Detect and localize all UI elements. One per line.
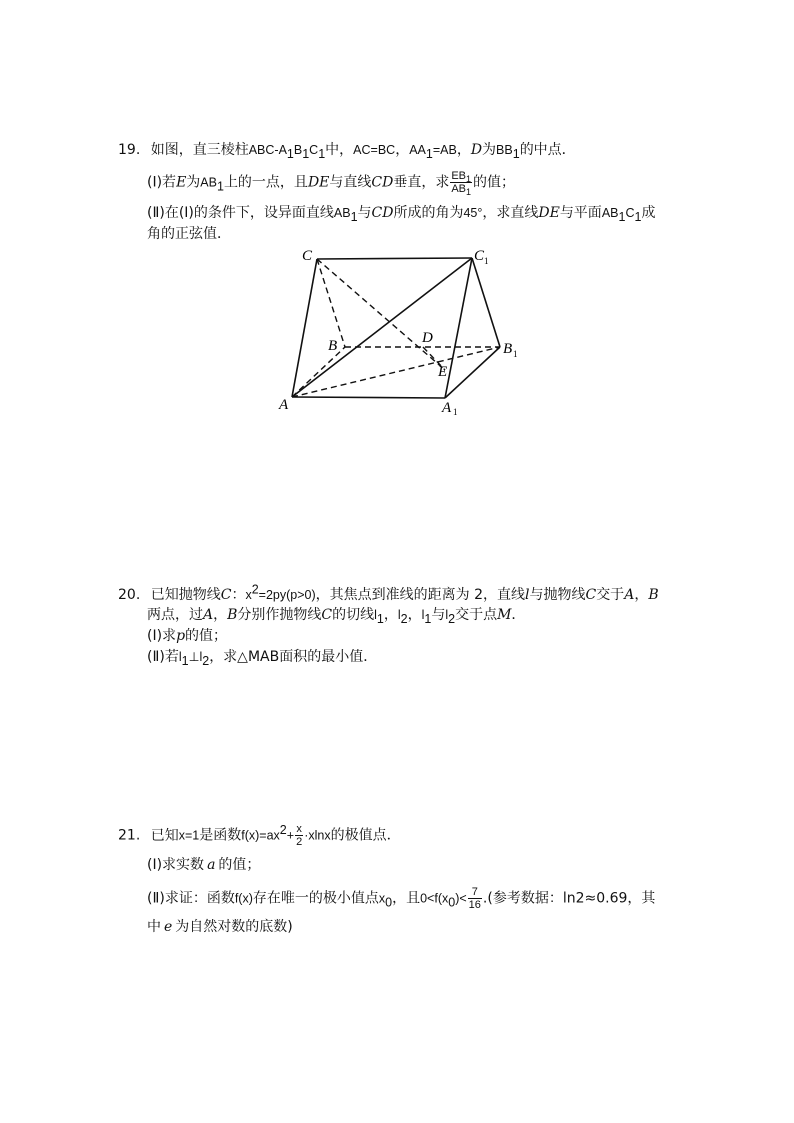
q20-comma: ，: [407, 607, 422, 623]
q19-fraction: $\frac{EB_1}{AB_1}$: [451, 170, 472, 198]
q20-c: C: [321, 607, 333, 623]
q20-p2: (Ⅱ)若: [147, 649, 179, 665]
q20-m: M: [497, 607, 512, 623]
q21-half-num: x: [296, 823, 302, 835]
label-e: E: [438, 364, 448, 380]
q21-text: 的极值点．: [330, 827, 401, 844]
q20-p1: (Ⅰ)求: [147, 628, 177, 644]
q21-text: 存在唯一的极小值点: [252, 890, 379, 907]
q19-text: 为: [482, 142, 497, 158]
q19-p2-prefix: (Ⅱ)在(Ⅰ)的条件下，设异面直线: [147, 205, 334, 221]
q19-part1: [147, 170, 516, 198]
q20-comma: ，: [634, 587, 649, 603]
q19-sub: 1: [302, 146, 310, 161]
q20-comma: ，: [213, 607, 228, 623]
q21-ineq: 0<f(x: [420, 891, 449, 906]
q20-b: B: [648, 587, 659, 603]
q20-c: C: [220, 587, 232, 603]
q20-l2: l: [445, 608, 449, 622]
q20-text: ，求△MAB面积的最小值．: [209, 649, 378, 665]
q19-text: ，求直线: [482, 205, 539, 221]
q21-part1: [147, 855, 260, 875]
q21-frac-den: 16: [468, 899, 481, 911]
q21-p2: (Ⅱ)求证：函数: [147, 890, 235, 907]
q19-sub: 1: [216, 179, 224, 194]
q19-de: DE: [307, 174, 330, 191]
q20-text: 的值；: [185, 628, 228, 644]
q21-line1: 21. 已知x=1是函数$f(x)=ax^2+$ $\frac{x}{2}$ ·xlnx的极值点．: [118, 822, 401, 848]
q20-text: 与抛物线: [529, 587, 586, 603]
q19-cd: CD: [371, 205, 394, 221]
q19-text: 成: [641, 205, 656, 221]
q19-plane: AB: [601, 206, 619, 220]
q19-text: 角的正弦值．: [147, 226, 231, 242]
label-c1: C: [474, 248, 485, 264]
label-a1-sub: 1: [453, 407, 458, 417]
q19-de: DE: [538, 205, 560, 221]
q19-e: E: [176, 174, 187, 191]
q21-text: 中: [147, 919, 161, 935]
q20-text: 的切线: [332, 607, 375, 623]
q19-sub: 1: [425, 146, 433, 161]
q21-text: 的值；: [218, 857, 261, 873]
q19-text: 所成的角为: [393, 205, 464, 221]
q19-text: 如图，直三棱柱: [150, 142, 249, 158]
q19-frac-den: AB: [451, 183, 467, 195]
q19-ab1: AB: [333, 206, 351, 220]
q20-l1: l: [374, 608, 377, 622]
q21-frac-num: 7: [468, 886, 482, 899]
label-c: C: [302, 248, 313, 264]
q19-sub: 1: [318, 146, 326, 161]
q20-eq-b: =2py(p>0): [258, 588, 316, 602]
q19-b1: B: [293, 143, 303, 157]
q19-text: 上的一点，且: [223, 174, 308, 191]
q20-text: 分别作抛物线: [237, 607, 322, 623]
q19-text: 与平面: [559, 205, 602, 221]
prism-figure: [275, 242, 535, 422]
q19-number: 19.: [118, 142, 141, 158]
q21-e: e: [164, 919, 173, 935]
q20-text: 已知抛物线: [150, 587, 221, 603]
q20-l2: l: [199, 650, 203, 664]
label-d: D: [422, 330, 433, 346]
q19-ab1: AB: [200, 175, 217, 190]
q19-sub: 1: [512, 146, 520, 161]
edge-c-b: [317, 259, 345, 347]
q19-bb1: BB: [496, 143, 513, 157]
q19-text: 垂直，求: [393, 174, 450, 191]
label-b1: B: [503, 341, 513, 357]
q20-text: 交于点: [455, 607, 498, 623]
q21-a: a: [207, 857, 216, 873]
q20-part2: (Ⅱ)若$l_1\perp l_2$，求△MAB面积的最小值．: [147, 649, 378, 668]
q21-fx-c: ·xlnx: [304, 828, 331, 843]
q20-comma: ，: [383, 607, 398, 623]
q20-l1: l: [178, 650, 182, 664]
q19-sub: 1: [286, 146, 294, 161]
q19-line1: 19. 如图，直三棱柱ABC-$A_1B_1C_1$中，AC=BC，$AA_1=AB$，D为$BB_1$的中点．: [118, 142, 576, 161]
q20-b: B: [227, 607, 238, 623]
q19-frac-num: EB: [451, 170, 467, 182]
q20-text: 交于: [596, 587, 625, 603]
q19-text: 与: [357, 205, 372, 221]
q19-part2-line2: [147, 224, 231, 244]
q21-x0: x: [378, 891, 386, 906]
q21-fx-b: +: [286, 828, 295, 843]
q20-l2: l: [397, 608, 401, 622]
q20-text: ：: [231, 587, 246, 603]
q19-c1: C: [309, 143, 319, 157]
q20-line2: 两点，过A，B分别作抛物线C的切线$l_1$，$l_2$，$l_1$与$l_2$交于点M．: [147, 607, 526, 626]
q21-fx: f(x)=ax: [241, 828, 280, 843]
q21-seven-sixteenths: [468, 886, 482, 911]
q19-text: 中，: [325, 142, 354, 158]
q20-period: ．: [511, 607, 526, 623]
q21-p1: (Ⅰ)求实数: [147, 857, 205, 873]
q19-p1-prefix: (Ⅰ)若: [147, 174, 177, 191]
q21-text: .(参考数据：ln2≈0.69，其: [482, 890, 656, 907]
q21-x1: x=1: [178, 828, 200, 843]
q21-half-fraction: [295, 823, 303, 848]
q19-d: D: [470, 142, 483, 158]
q19-eq1: AC=BC: [353, 143, 396, 157]
q20-c: C: [585, 587, 597, 603]
q21-text: 是函数: [199, 827, 242, 844]
q19-cd: CD: [371, 174, 394, 191]
q21-text: 为自然对数的底数): [175, 919, 293, 935]
q19-text: 与直线: [329, 174, 372, 191]
label-b1-sub: 1: [513, 349, 518, 359]
label-c1-sub: 1: [484, 256, 489, 266]
q20-perp: ⊥: [188, 650, 200, 664]
q21-text: 已知: [150, 827, 179, 844]
q21-part2: (Ⅱ)求证：函数f(x)存在唯一的极小值点$x_0$，且$0<f(x_0)<$ $\frac{7}{16}$ .(参考数据：ln2≈0.69，其: [147, 886, 656, 911]
label-b: B: [328, 338, 338, 354]
q20-a: A: [624, 587, 635, 603]
q21-half-den: 2: [296, 836, 303, 848]
edge-c-c1: [317, 258, 472, 259]
q20-text: ，其焦点到准线的距离为 2，直线: [315, 587, 525, 603]
q20-l: l: [524, 587, 530, 603]
q20-eq: x: [245, 588, 252, 602]
label-a1: A: [442, 400, 452, 416]
q21-number: 21.: [118, 827, 141, 844]
q19-eq2: =AB: [432, 143, 457, 157]
q19-angle: 45°: [463, 206, 483, 220]
q19-aa1: AA: [409, 143, 426, 157]
label-a: A: [279, 397, 289, 413]
edge-c-a: [292, 259, 317, 397]
q20-p: p: [176, 628, 186, 644]
q20-text: 与: [431, 607, 446, 623]
q19-text: 的中点．: [519, 142, 576, 158]
q20-line1: 20. 已知抛物线C：$x^2=2py(p>0)$，其焦点到准线的距离为 2，直线l与抛物线C交于A，B: [118, 582, 659, 603]
q19-text: 为: [186, 174, 201, 191]
q20-number: 20.: [118, 587, 141, 603]
q21-ineq-b: )<: [455, 891, 467, 906]
q21-fx2: f(x): [234, 891, 253, 906]
q21-text: ，且: [392, 890, 421, 907]
q19-sub: 1: [350, 209, 358, 224]
q20-part1: [147, 626, 227, 646]
q19-prism: ABC-A: [248, 143, 287, 157]
q19-text: 的值；: [473, 174, 516, 191]
q19-part2: (Ⅱ)在(Ⅰ)的条件下，设异面直线$AB_1$与CD所成的角为45°，求直线DE与平面$AB_1C_1$成: [147, 205, 656, 224]
q21-part2-line2: [147, 917, 293, 937]
q20-a: A: [203, 607, 214, 623]
q20-l1: l: [421, 608, 425, 622]
q20-text: 两点，过: [147, 607, 203, 623]
edge-a-a1: [292, 397, 445, 398]
edge-c1-b1: [472, 258, 500, 347]
